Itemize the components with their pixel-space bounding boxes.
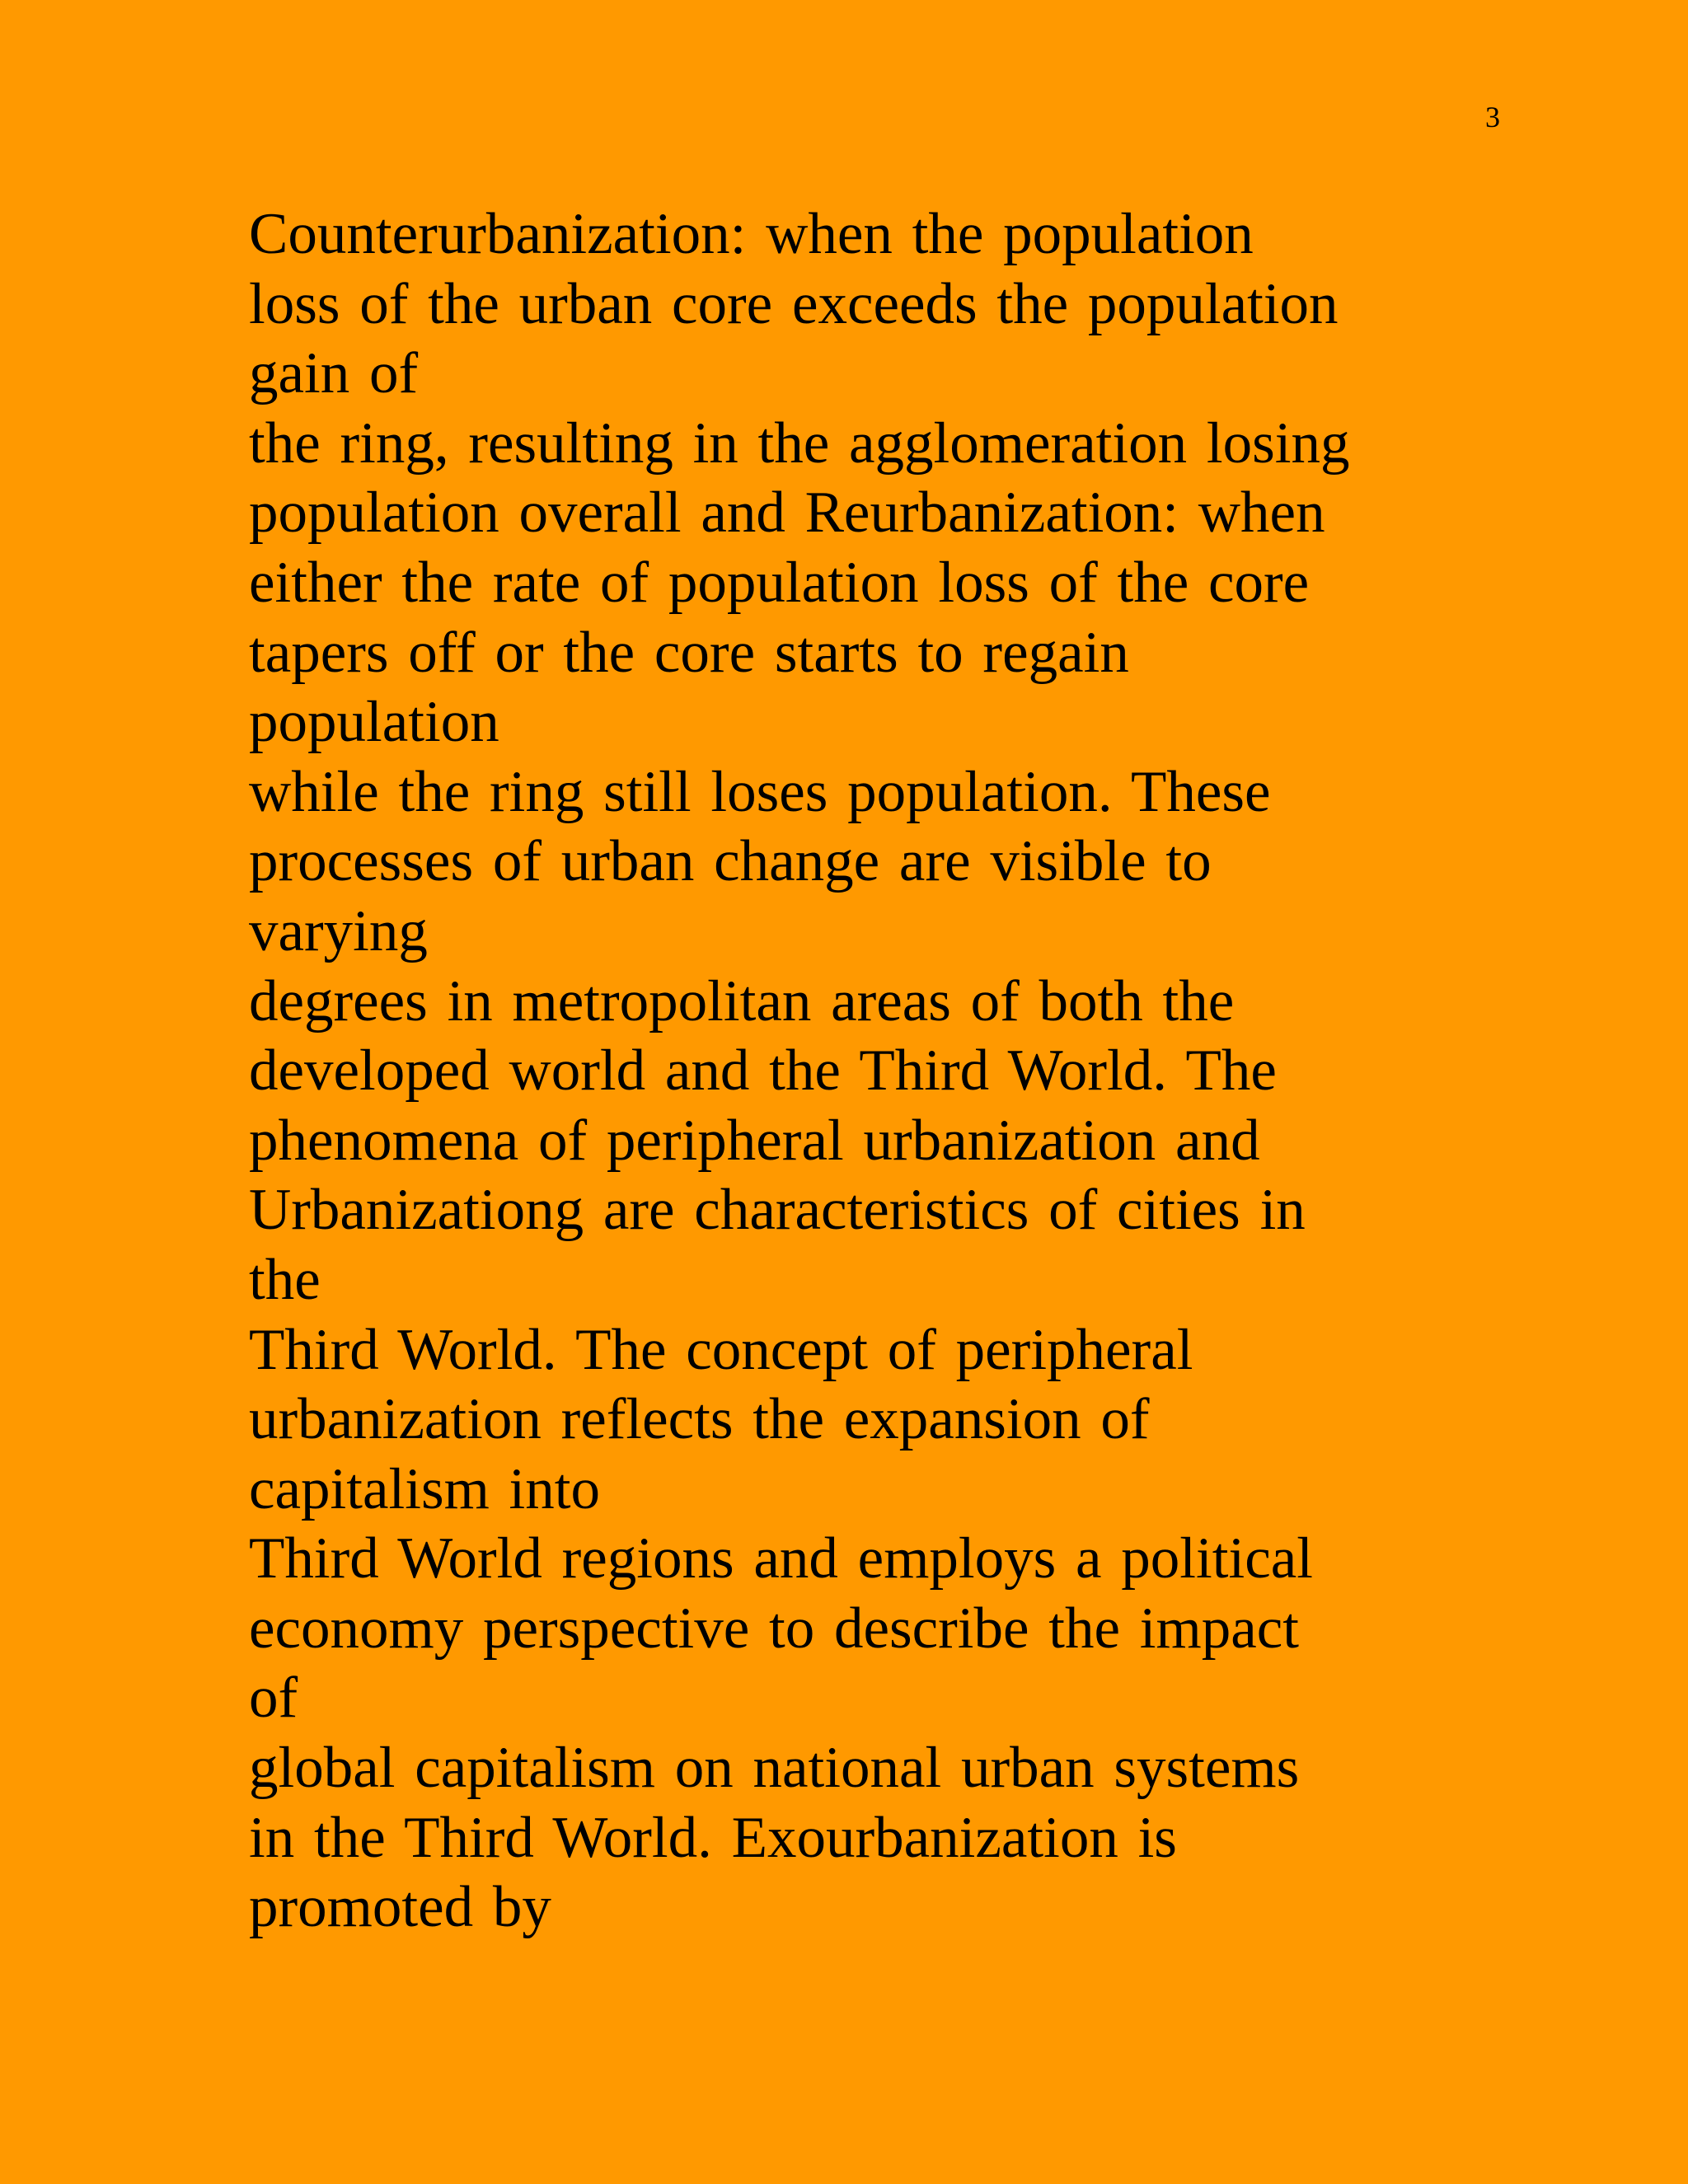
- text-line: capitalism into: [249, 1456, 601, 1521]
- text-line: the ring, resulting in the agglomeration losing: [249, 410, 1350, 476]
- text-line: loss of the urban core exceeds the population: [249, 271, 1339, 336]
- text-line: population: [249, 690, 499, 755]
- text-line: Third World. The concept of peripheral: [249, 1317, 1193, 1382]
- text-line: promoted by: [249, 1875, 551, 1940]
- text-line: phenomena of peripheral urbanization and: [249, 1108, 1260, 1173]
- text-line: economy perspective to describe the impact: [249, 1596, 1299, 1661]
- body-text: [249, 199, 1535, 1943]
- text-line: in the Third World. Exourbanization is: [249, 1805, 1177, 1870]
- text-line: Third World regions and employs a political: [249, 1526, 1313, 1591]
- text-line: population overall and Reurbanization: when: [249, 480, 1325, 546]
- page-number: 3: [1485, 101, 1500, 134]
- text-line: urbanization reflects the expansion of: [249, 1387, 1150, 1452]
- text-line: the: [249, 1247, 321, 1312]
- text-line: processes of urban change are visible to: [249, 829, 1212, 894]
- text-line: developed world and the Third World. The: [249, 1038, 1277, 1104]
- text-line: global capitalism on national urban systems: [249, 1736, 1300, 1801]
- text-line: Urbanizationg are characteristics of cities in: [249, 1178, 1306, 1243]
- text-line: varying: [249, 898, 428, 963]
- text-line: Counterurbanization: when the population: [249, 202, 1254, 266]
- text-line: gain of: [249, 341, 419, 406]
- text-line: of: [249, 1666, 298, 1731]
- text-line: degrees in metropolitan areas of both the: [249, 968, 1235, 1033]
- text-line: either the rate of population loss of the core: [249, 550, 1310, 615]
- text-line: while the ring still loses population. These: [249, 759, 1271, 824]
- text-line: tapers off or the core starts to regain: [249, 620, 1129, 685]
